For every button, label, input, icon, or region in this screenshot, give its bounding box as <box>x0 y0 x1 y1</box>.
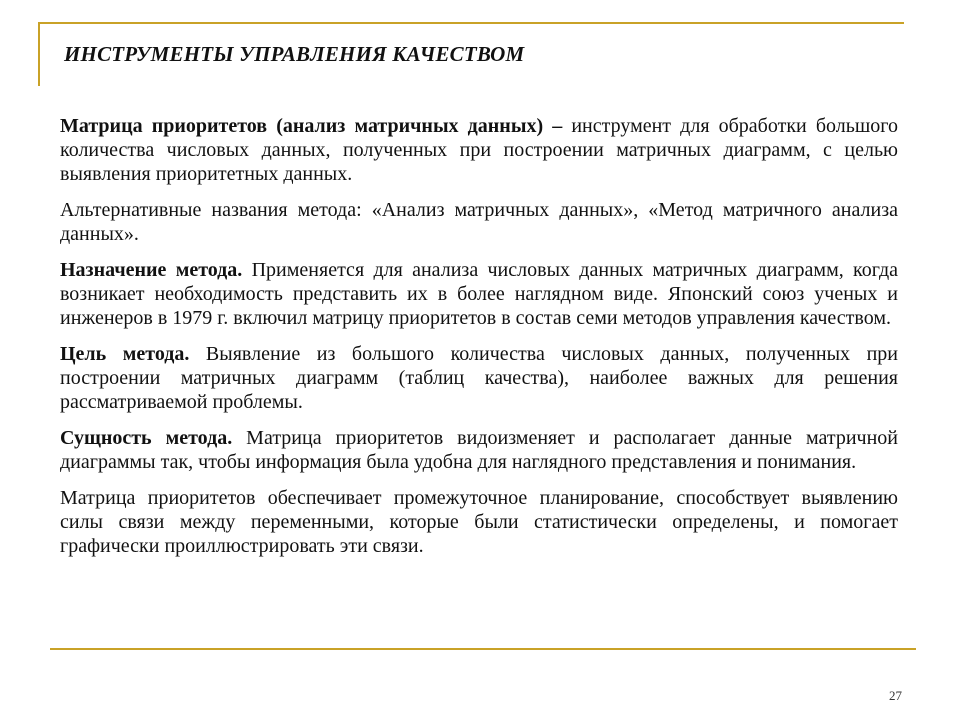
paragraph-essence <box>60 426 898 474</box>
paragraph-lead: Сущность метода. <box>60 427 233 449</box>
paragraph-text: Альтернативные названия метода: «Анализ матричных данных», «Метод матричного анализа данных». <box>60 199 898 245</box>
top-divider <box>38 22 904 24</box>
slide-title: ИНСТРУМЕНТЫ УПРАВЛЕНИЯ КАЧЕСТВОМ <box>64 42 525 66</box>
paragraph-summary <box>60 486 898 558</box>
paragraph-text: Матрица приоритетов обеспечивает промежуточное планирование, способствует выявлению силы связи между переменными, которые были статистически определены, и помогает графически проиллюстрировать эти связи. <box>60 487 898 557</box>
paragraph-text: Применяется для анализа числовых данных матричных диаграмм, когда возникает необходимость представить их в более наглядном виде. Японский союз ученых и инженеров в 1979 г. включил матрицу приоритетов в состав семи методов управления качеством. <box>60 259 898 329</box>
paragraph-definition <box>60 114 898 186</box>
paragraph-text: Матрица приоритетов видоизменяет и располагает данные матричной диаграммы так, чтобы информация была удобна для наглядного представления и понимания. <box>60 427 898 473</box>
bottom-divider <box>50 648 916 650</box>
paragraph-text: инструмент для обработки большого количества числовых данных, полученных при построении матричных диаграмм, с целью выявления приоритетных данных. <box>60 115 898 185</box>
slide-body <box>60 114 898 570</box>
paragraph-goal <box>60 342 898 414</box>
paragraph-lead: Цель метода. <box>60 343 190 365</box>
paragraph-purpose <box>60 258 898 330</box>
paragraph-alternative-names <box>60 198 898 246</box>
page-number: 27 <box>889 688 902 703</box>
paragraph-lead: Матрица приоритетов (анализ матричных данных) – <box>60 115 563 137</box>
paragraph-text: Выявление из большого количества числовых данных, полученных при построении матричных диаграмм (таблиц качества), наиболее важных для решения рассматриваемой проблемы. <box>60 343 899 413</box>
paragraph-lead: Назначение метода. <box>60 259 243 281</box>
title-accent-bar <box>38 22 40 86</box>
